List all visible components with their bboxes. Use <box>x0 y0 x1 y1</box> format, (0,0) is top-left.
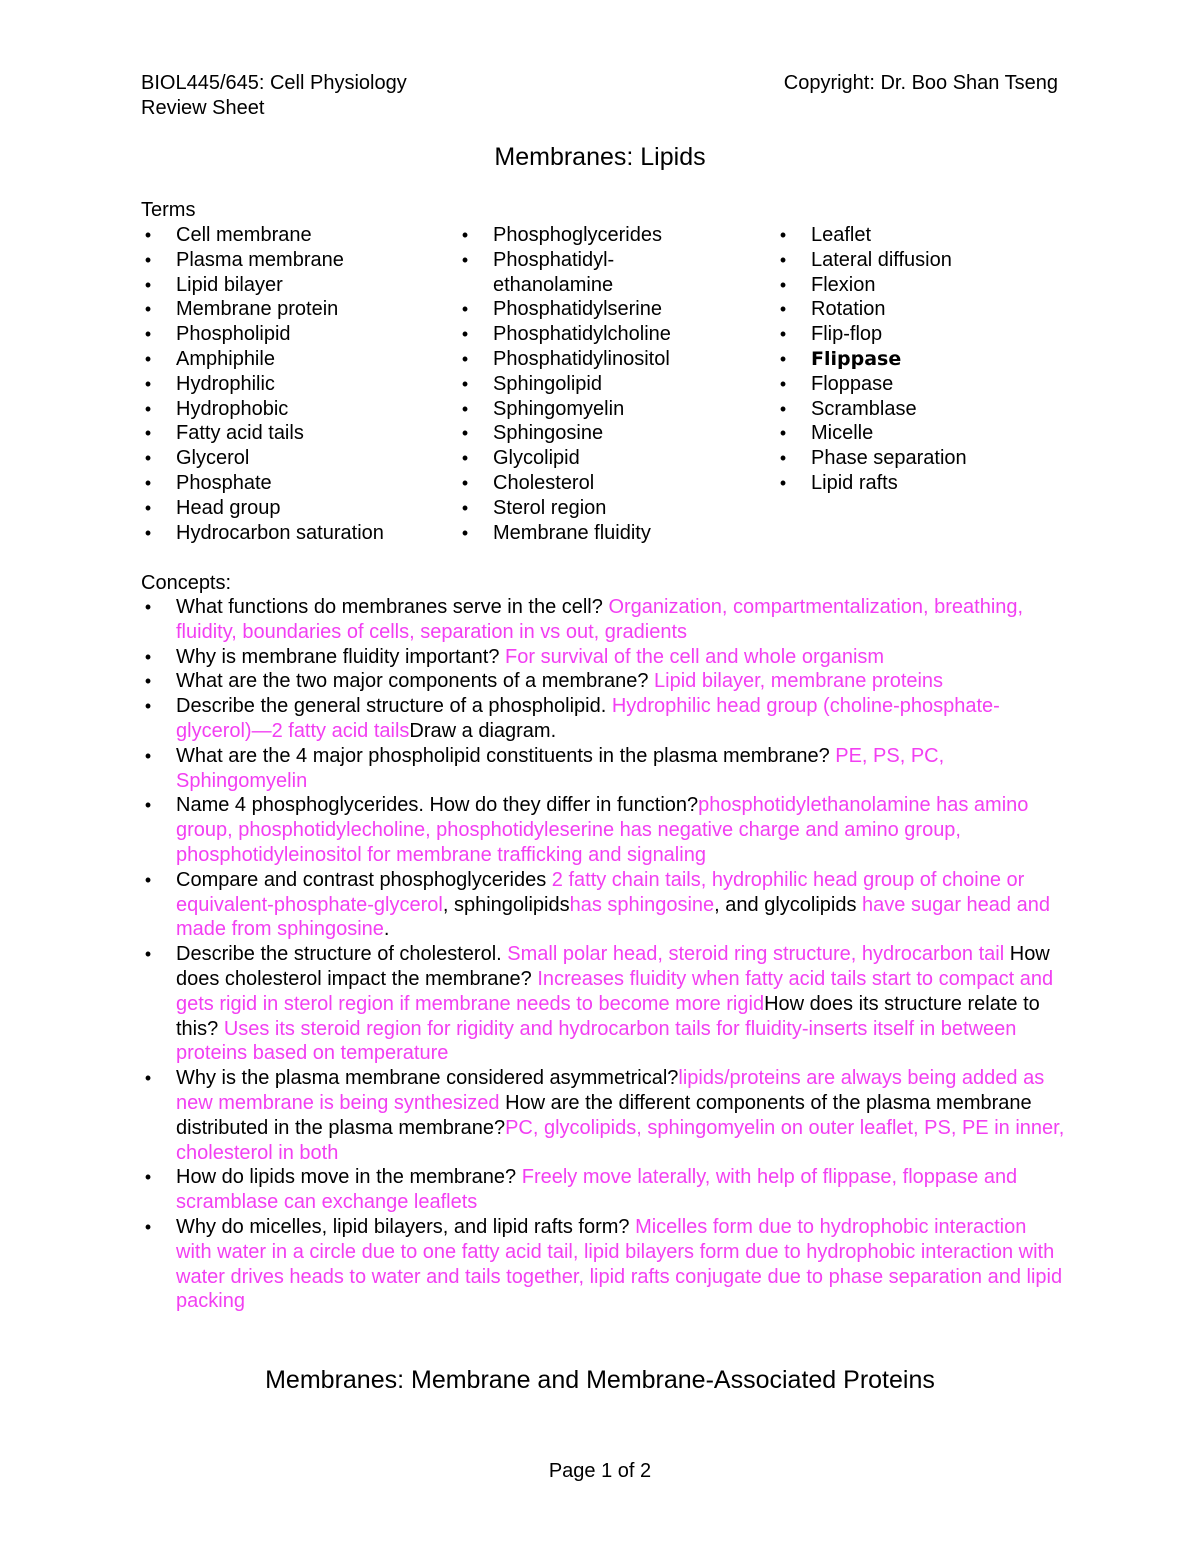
answer: Lipid bilayer, membrane proteins <box>654 670 944 693</box>
bullet-icon: • <box>144 274 152 295</box>
bullet-icon: • <box>461 448 469 469</box>
answer: Small polar head, steroid ring structure, hydrocarbon tail <box>507 943 1005 966</box>
bullet-icon: • <box>461 522 469 543</box>
bullet-icon: • <box>144 597 152 617</box>
bullet-icon: • <box>461 398 469 419</box>
concept-item <box>141 694 1066 744</box>
question: What are the two major components of a membrane? <box>176 670 655 693</box>
list-item: • Phosphate <box>141 471 441 496</box>
bullet-icon: • <box>461 497 469 518</box>
section-title-lipids: Membranes: Lipids <box>494 143 706 171</box>
bullet-icon: • <box>779 348 787 369</box>
answer: Increases fluidity when fatty acid tails start to compact and gets rigid in sterol region if membrane needs to become more rigid <box>176 967 1054 1015</box>
bullet-icon: • <box>144 1167 152 1188</box>
bullet-icon: • <box>144 1068 152 1089</box>
question: Draw a diagram. <box>409 719 557 742</box>
answer: Freely move laterally, with help of flippase, floppase and scramblase can exchange leaflets <box>176 1166 1018 1214</box>
bullet-icon: • <box>144 299 152 320</box>
concept-item <box>141 744 1066 794</box>
question: Name 4 phosphoglycerides. How do they differ in function? <box>176 794 699 817</box>
bullet-icon: • <box>461 348 469 369</box>
list-item: • Flexion <box>776 273 1076 298</box>
answer: Uses its steroid region for rigidity and hydrocarbon tails for fluidity-inserts itself in between proteins based on temperature <box>176 1017 1017 1065</box>
bullet-icon: • <box>144 448 152 469</box>
question: Compare and contrast phosphoglycerides <box>176 868 552 891</box>
question: Why is membrane fluidity important? <box>176 645 506 668</box>
list-item: • Phosphatidylserine <box>458 297 758 322</box>
terms-column-2 <box>458 223 758 545</box>
bullet-icon: • <box>144 472 152 493</box>
bullet-icon: • <box>779 472 787 493</box>
bullet-icon: • <box>144 646 152 667</box>
list-item: • Amphiphile <box>141 347 441 372</box>
concept-item <box>141 942 1066 1066</box>
list-item: • Phosphatidylcholine <box>458 322 758 347</box>
concept-item <box>141 1215 1066 1314</box>
terms-column-3 <box>776 223 1076 496</box>
bullet-icon: • <box>144 1216 152 1237</box>
list-item: • Glycolipid <box>458 446 758 471</box>
list-item: • Head group <box>141 496 441 521</box>
bullet-icon: • <box>144 745 152 766</box>
concept-item <box>141 793 1066 867</box>
list-item: • Leaflet <box>776 223 1076 248</box>
bullet-icon: • <box>779 423 787 444</box>
answer: Hydrophilic head group (choline-phosphate-glycerol)—2 fatty acid tails <box>176 695 1000 742</box>
question: Describe the general structure of a phospholipid. <box>176 695 612 718</box>
concept-item <box>141 868 1066 942</box>
bullet-icon: • <box>461 249 469 270</box>
bullet-icon: • <box>144 869 152 890</box>
bullet-icon: • <box>144 522 152 543</box>
list-item: • Sterol region <box>458 496 758 521</box>
bullet-icon: • <box>144 348 152 369</box>
question: How are the different components of the plasma membrane distributed in the plasma membrane? <box>176 1091 1032 1139</box>
page-number: Page 1 of 2 <box>548 1460 652 1482</box>
answer: lipids/proteins are always being added as new membrane is being synthesized <box>176 1067 1045 1114</box>
question: Describe the structure of cholesterol. <box>176 943 508 966</box>
list-item: • Micelle <box>776 421 1076 446</box>
question: , sphingolipids <box>442 893 570 916</box>
list-item: • Hydrophilic <box>141 372 441 397</box>
concept-item <box>141 669 1066 694</box>
answer: phosphotidylethanolamine has amino group, phosphotidylecholine, phosphotidyleserine has negative charge and amino group, phosphotidyleinositol for membrane trafficking and signaling <box>176 794 1029 866</box>
list-item: • Lateral diffusion <box>776 248 1076 273</box>
bullet-icon: • <box>144 373 152 394</box>
answer: For survival of the cell and whole organism <box>505 645 885 668</box>
list-item: • Phase separation <box>776 446 1076 471</box>
list-item: • Cell membrane <box>141 223 441 248</box>
bullet-icon: • <box>144 398 152 419</box>
list-item: • Fatty acid tails <box>141 421 441 446</box>
list-item: • Floppase <box>776 372 1076 397</box>
bullet-icon: • <box>461 225 469 245</box>
header-left <box>141 71 407 121</box>
concept-item <box>141 645 1066 670</box>
bullet-icon: • <box>779 324 787 345</box>
bullet-icon: • <box>144 423 152 444</box>
bullet-icon: • <box>144 249 152 270</box>
list-item: • Phosphoglycerides <box>458 223 758 248</box>
list-item: • Glycerol <box>141 446 441 471</box>
bullet-icon: • <box>779 225 787 245</box>
list-item: • Membrane protein <box>141 297 441 322</box>
bullet-icon: • <box>461 324 469 345</box>
list-item: • Cholesterol <box>458 471 758 496</box>
bullet-icon: • <box>144 696 152 717</box>
concepts-list <box>141 595 1066 1314</box>
bullet-icon: • <box>144 795 152 816</box>
list-item: • Rotation <box>776 297 1076 322</box>
list-item: • Sphingosine <box>458 421 758 446</box>
concepts-label: Concepts: <box>141 572 232 594</box>
terms-label: Terms <box>141 199 196 221</box>
list-item: • Hydrocarbon saturation <box>141 521 441 546</box>
list-item: • Lipid bilayer <box>141 273 441 298</box>
answer: has sphingosine <box>569 893 715 916</box>
answer: have sugar head and made from sphingosine <box>176 893 1050 941</box>
bullet-icon: • <box>461 373 469 394</box>
question: . <box>383 918 390 941</box>
list-item: • Flip-flop <box>776 322 1076 347</box>
question: Why do micelles, lipid bilayers, and lipid rafts form? <box>176 1215 636 1238</box>
question: Why is the plasma membrane considered asymmetrical? <box>176 1067 679 1090</box>
bullet-icon: • <box>144 671 152 692</box>
list-item: • Phospholipid <box>141 322 441 347</box>
bullet-icon: • <box>779 299 787 320</box>
answer: Organization, compartmentalization, breathing, fluidity, boundaries of cells, separation in vs out, gradients <box>176 596 1024 643</box>
bullet-icon: • <box>144 497 152 518</box>
list-item: • Flippase <box>776 347 1076 372</box>
answer: 2 fatty chain tails, hydrophilic head group of choine or equivalent-phosphate-glycerol <box>176 868 1025 916</box>
question: How does cholesterol impact the membrane? <box>176 943 1050 990</box>
bullet-icon: • <box>144 324 152 345</box>
list-item: • Membrane fluidity <box>458 521 758 546</box>
question: , and glycolipids <box>714 893 863 916</box>
bullet-icon: • <box>461 423 469 444</box>
answer: PE, PS, PC, Sphingomyelin <box>176 744 945 792</box>
doc-type: Review Sheet <box>141 97 265 119</box>
list-item: • Plasma membrane <box>141 248 441 273</box>
bullet-icon: • <box>779 249 787 270</box>
bullet-icon: • <box>144 944 152 965</box>
list-item: • Hydrophobic <box>141 397 441 422</box>
section-title-proteins: Membranes: Membrane and Membrane-Associated Proteins <box>265 1366 935 1394</box>
list-item: • Phosphatidylinositol <box>458 347 758 372</box>
terms-column-1 <box>141 223 441 545</box>
question: How do lipids move in the membrane? <box>176 1166 522 1189</box>
bullet-icon: • <box>779 398 787 419</box>
bullet-icon: • <box>779 373 787 394</box>
list-item: • Lipid rafts <box>776 471 1076 496</box>
concept-item <box>141 595 1066 645</box>
course-title: BIOL445/645: Cell Physiology <box>141 72 407 94</box>
list-item: • Phosphatidyl- ethanolamine <box>458 248 758 298</box>
question: What functions do membranes serve in the cell? <box>176 596 609 618</box>
bullet-icon: • <box>779 274 787 295</box>
concept-item <box>141 1165 1066 1215</box>
concept-item <box>141 1066 1066 1165</box>
answer: Micelles form due to hydrophobic interaction with water in a circle due to one fatty acid tail, lipid bilayers form due to hydrophobic interaction with water drives heads to water and tails together, lipid rafts conjugate due to phase separation and lipid packing <box>176 1215 1063 1313</box>
bullet-icon: • <box>461 299 469 320</box>
list-item: • Scramblase <box>776 397 1076 422</box>
answer: PC, glycolipids, sphingomyelin on outer leaflet, PS, PE in inner, cholesterol in both <box>176 1116 1065 1164</box>
list-item: • Sphingomyelin <box>458 397 758 422</box>
question: How does its structure relate to this? <box>176 992 1040 1040</box>
list-item: • Sphingolipid <box>458 372 758 397</box>
bullet-icon: • <box>461 472 469 493</box>
bullet-icon: • <box>779 448 787 469</box>
bullet-icon: • <box>144 225 152 245</box>
question: What are the 4 major phospholipid constituents in the plasma membrane? <box>176 744 836 767</box>
copyright-notice: Copyright: Dr. Boo Shan Tseng <box>783 72 1058 94</box>
